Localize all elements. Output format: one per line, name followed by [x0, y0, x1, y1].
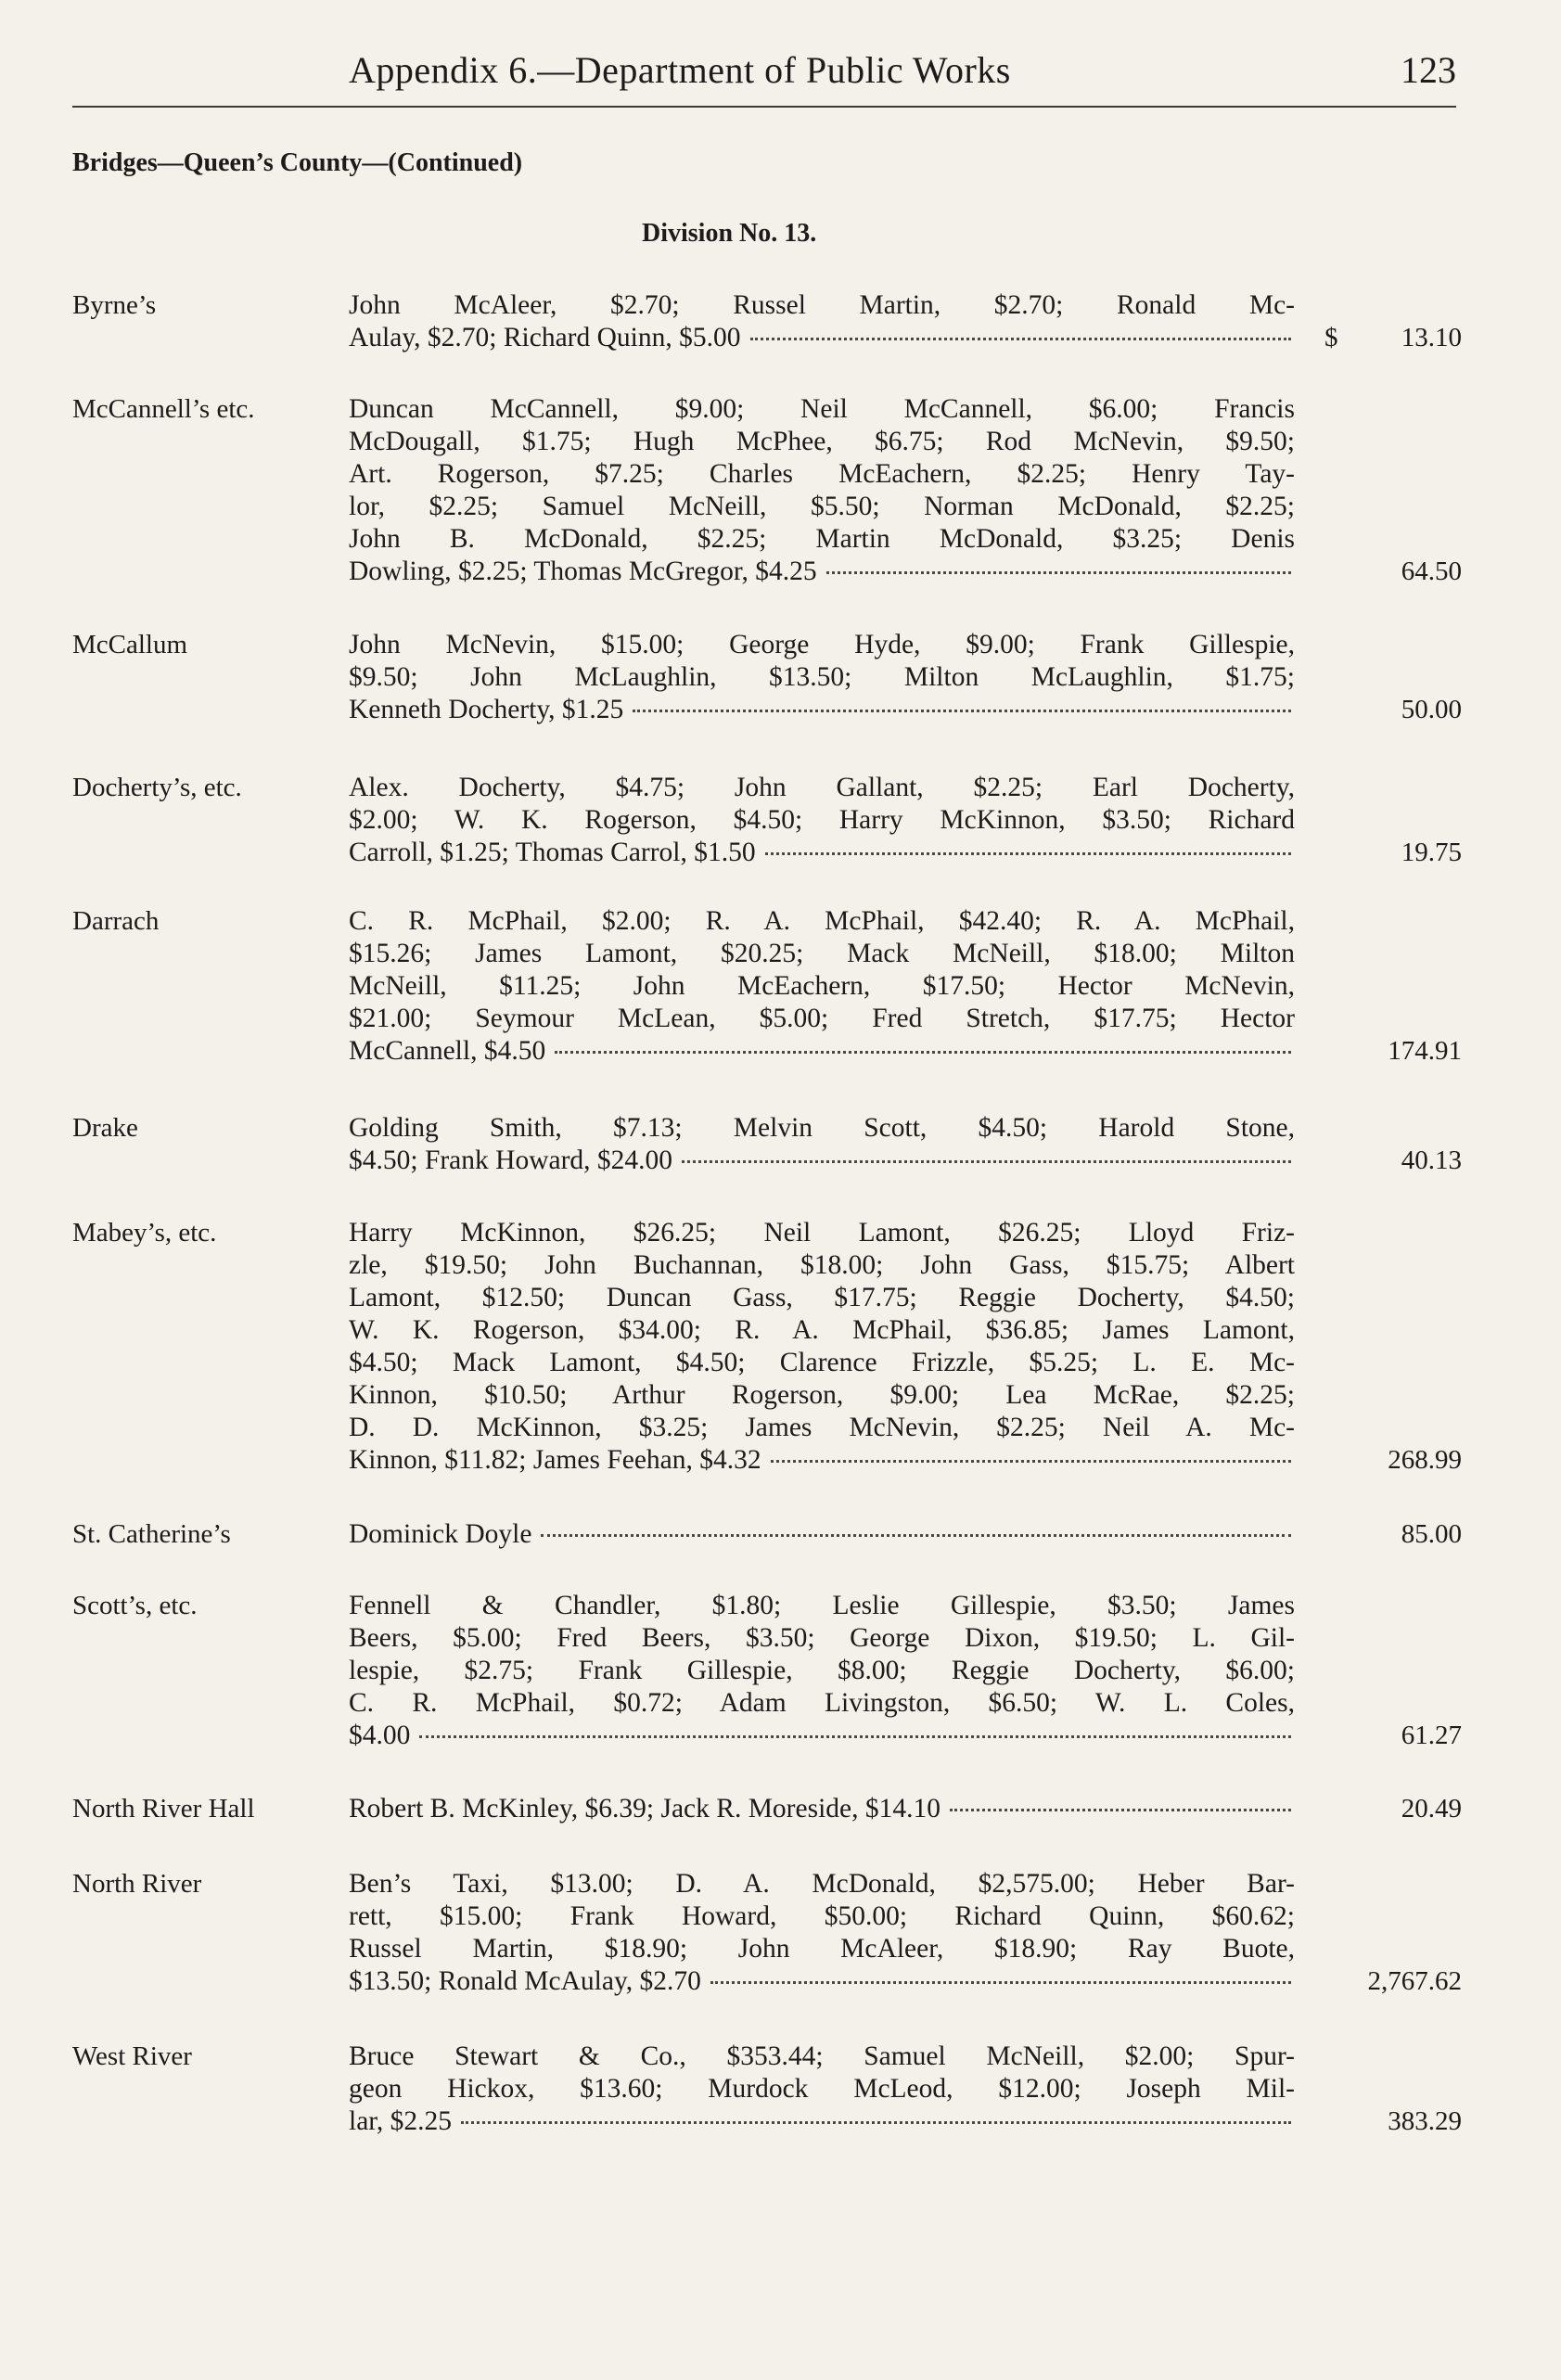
description-last-line [349, 1145, 1295, 1177]
entry-amount: 64.50 [1401, 557, 1462, 586]
description-line: $13.50; Ronald McAulay, $2.70 [349, 1966, 701, 1996]
description-last-line [349, 2105, 1295, 2138]
description-last-line [349, 837, 1295, 869]
entry-amount: 19.75 [1401, 838, 1462, 867]
description-line: Aulay, $2.70; Richard Quinn, $5.00 [349, 323, 741, 352]
entry-location: McCannell’s etc. [72, 394, 255, 424]
dot-leader [765, 852, 1291, 855]
description-last-line [349, 1035, 1295, 1068]
description-line: McCannell, $4.50 [349, 1036, 546, 1066]
dot-leader [826, 571, 1291, 574]
description-last-line [349, 694, 1295, 726]
description-line: John B. McDonald, $2.25; Martin McDonald, $3.25; Denis [349, 524, 1295, 554]
dot-leader [461, 2121, 1291, 2124]
currency-symbol: $ [1324, 323, 1338, 352]
description-line: Robert B. McKinley, $6.39; Jack R. Moreside, $14.10 [349, 1794, 940, 1823]
dot-leader [771, 1460, 1291, 1463]
description-last-line [349, 1444, 1295, 1477]
description-line: John McNevin, $15.00; George Hyde, $9.00; Frank Gillespie, [349, 630, 1295, 659]
entry-description [349, 1112, 1295, 1177]
entry-location: North River [72, 1869, 202, 1899]
entry-amount: 13.10 [1401, 323, 1462, 352]
description-line: Kinnon, $10.50; Arthur Rogerson, $9.00; Lea McRae, $2.25; [349, 1380, 1295, 1410]
entry-location: St. Catherine’s [72, 1519, 231, 1549]
description-last-line [349, 556, 1295, 588]
entry-location: McCallum [72, 630, 188, 659]
description-line: Russel Martin, $18.90; John McAleer, $18.90; Ray Buote, [349, 1934, 1295, 1964]
entry-description [349, 629, 1295, 726]
dot-leader [750, 338, 1291, 340]
description-line: Ben’s Taxi, $13.00; D. A. McDonald, $2,575.00; Heber Bar- [349, 1869, 1295, 1899]
entry-description [349, 772, 1295, 869]
entry-amount: 61.27 [1401, 1721, 1462, 1750]
description-line: Dominick Doyle [349, 1519, 532, 1549]
description-line: $4.50; Frank Howard, $24.00 [349, 1145, 673, 1175]
description-line: McDougall, $1.75; Hugh McPhee, $6.75; Rod McNevin, $9.50; [349, 427, 1295, 456]
dot-leader [950, 1809, 1291, 1811]
description-line: C. R. McPhail, $2.00; R. A. McPhail, $42.40; R. A. McPhail, [349, 906, 1295, 936]
section-title: Bridges—Queen’s County—(Continued) [72, 148, 523, 177]
entry-amount: 40.13 [1401, 1145, 1462, 1175]
description-line: Beers, $5.00; Fred Beers, $3.50; George Dixon, $19.50; L. Gil- [349, 1623, 1295, 1653]
description-line: Lamont, $12.50; Duncan Gass, $17.75; Reggie Docherty, $4.50; [349, 1283, 1295, 1312]
entry-amount: 50.00 [1401, 695, 1462, 724]
entry-description [349, 1590, 1295, 1752]
entry-description [349, 1518, 1295, 1551]
description-line: lor, $2.25; Samuel McNeill, $5.50; Norman McDonald, $2.25; [349, 492, 1295, 521]
description-line: zle, $19.50; John Buchannan, $18.00; John Gass, $15.75; Albert [349, 1250, 1295, 1280]
description-last-line [349, 1793, 1295, 1825]
description-line: Alex. Docherty, $4.75; John Gallant, $2.25; Earl Docherty, [349, 773, 1295, 802]
description-line: Dowling, $2.25; Thomas McGregor, $4.25 [349, 557, 817, 586]
description-last-line [349, 1720, 1295, 1752]
description-line: Carroll, $1.25; Thomas Carrol, $1.50 [349, 838, 756, 867]
description-line: Bruce Stewart & Co., $353.44; Samuel McNeill, $2.00; Spur- [349, 2041, 1295, 2071]
entry-amount: 383.29 [1388, 2106, 1462, 2136]
entry-description [349, 289, 1295, 354]
description-line: geon Hickox, $13.60; Murdock McLeod, $12.00; Joseph Mil- [349, 2074, 1295, 2104]
dot-leader [555, 1051, 1291, 1054]
description-line: $15.26; James Lamont, $20.25; Mack McNeill, $18.00; Milton [349, 939, 1295, 968]
description-line: John McAleer, $2.70; Russel Martin, $2.70; Ronald Mc- [349, 290, 1295, 320]
entry-amount: 268.99 [1388, 1445, 1462, 1475]
description-line: C. R. McPhail, $0.72; Adam Livingston, $6.50; W. L. Coles, [349, 1688, 1295, 1718]
entry-amount: 20.49 [1401, 1794, 1462, 1823]
entry-description [349, 1868, 1295, 1998]
description-line: D. D. McKinnon, $3.25; James McNevin, $2.25; Neil A. Mc- [349, 1413, 1295, 1442]
description-line: rett, $15.00; Frank Howard, $50.00; Richard Quinn, $60.62; [349, 1901, 1295, 1931]
dot-leader [682, 1160, 1291, 1163]
dot-leader [633, 710, 1291, 712]
entry-location: Drake [72, 1113, 138, 1143]
dot-leader [710, 1981, 1291, 1984]
description-last-line [349, 322, 1295, 354]
dot-leader [419, 1735, 1291, 1738]
entry-description [349, 1217, 1295, 1477]
description-line: Kenneth Docherty, $1.25 [349, 695, 624, 724]
entry-location: North River Hall [72, 1794, 255, 1823]
header-title: Appendix 6.—Department of Public Works [349, 49, 1011, 91]
description-line: Harry McKinnon, $26.25; Neil Lamont, $26.25; Lloyd Friz- [349, 1218, 1295, 1248]
description-line: Golding Smith, $7.13; Melvin Scott, $4.50; Harold Stone, [349, 1113, 1295, 1143]
entry-location: Mabey’s, etc. [72, 1218, 217, 1248]
entry-description [349, 2041, 1295, 2138]
description-line: Art. Rogerson, $7.25; Charles McEachern, $2.25; Henry Tay- [349, 459, 1295, 489]
description-line: $21.00; Seymour McLean, $5.00; Fred Stretch, $17.75; Hector [349, 1004, 1295, 1033]
entry-location: West River [72, 2041, 192, 2071]
description-line: Kinnon, $11.82; James Feehan, $4.32 [349, 1445, 761, 1475]
description-line: McNeill, $11.25; John McEachern, $17.50; Hector McNevin, [349, 971, 1295, 1001]
description-line: lespie, $2.75; Frank Gillespie, $8.00; Reggie Docherty, $6.00; [349, 1656, 1295, 1685]
entry-amount: 2,767.62 [1367, 1966, 1462, 1996]
dot-leader [541, 1534, 1291, 1537]
entry-location: Docherty’s, etc. [72, 773, 242, 802]
entry-location: Scott’s, etc. [72, 1591, 198, 1620]
description-line: W. K. Rogerson, $34.00; R. A. McPhail, $36.85; James Lamont, [349, 1315, 1295, 1345]
entry-description [349, 1793, 1295, 1825]
description-line: Fennell & Chandler, $1.80; Leslie Gillespie, $3.50; James [349, 1591, 1295, 1620]
entry-amount: 174.91 [1388, 1036, 1462, 1066]
entry-amount: 85.00 [1401, 1519, 1462, 1549]
description-line: $4.00 [349, 1721, 411, 1750]
description-line: $4.50; Mack Lamont, $4.50; Clarence Frizzle, $5.25; L. E. Mc- [349, 1348, 1295, 1377]
description-line: lar, $2.25 [349, 2106, 453, 2136]
description-last-line [349, 1518, 1295, 1551]
entry-description [349, 393, 1295, 588]
entry-description [349, 905, 1295, 1068]
description-last-line [349, 1965, 1295, 1998]
description-line: $2.00; W. K. Rogerson, $4.50; Harry McKinnon, $3.50; Richard [349, 805, 1295, 835]
page-number: 123 [1401, 49, 1456, 91]
description-line: $9.50; John McLaughlin, $13.50; Milton McLaughlin, $1.75; [349, 662, 1295, 692]
entry-location: Darrach [72, 906, 160, 936]
description-line: Duncan McCannell, $9.00; Neil McCannell, $6.00; Francis [349, 394, 1295, 424]
entry-location: Byrne’s [72, 290, 157, 320]
division-heading: Division No. 13. [642, 219, 817, 248]
